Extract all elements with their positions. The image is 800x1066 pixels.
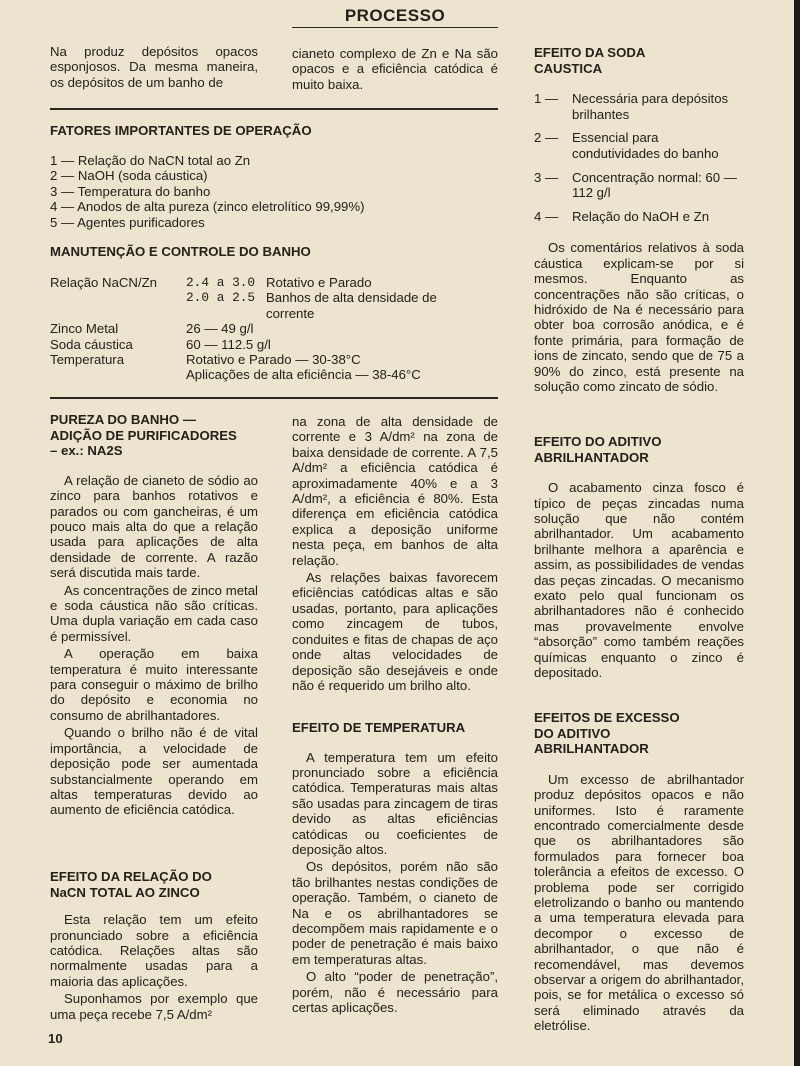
aditivo-paragraph: O acabamento cinza fosco é típico de peças zincadas numa solução que não contém abrilhantador. Um acabamento brilhante melhora a aparência e assim, as possibilidades de vendas das peças zincadas. O mecanismo exato pelo qual funcionam os abrilhantadores não é conhecido mas provavelmente envolve “absorção” como também reações químicas enquanto o zinco é depositado. — [534, 480, 744, 681]
top-paragraph-right: cianeto complexo de Zn e Na são opacos e a eficiência catódica é muito baixa. — [292, 46, 498, 92]
table-cell-desc: Banhos de alta densidade de corrente — [266, 290, 437, 321]
soda-item-number: 2 — — [534, 130, 559, 146]
relacao-heading-line: EFEITO DA RELAÇÃO DO — [50, 869, 212, 884]
table-cell-label — [50, 367, 186, 382]
fatores-item: 5 — Agentes purificadores — [50, 214, 205, 230]
soda-item — [534, 209, 744, 225]
page-number: 10 — [48, 1031, 63, 1046]
table-cell-label: Zinco Metal — [50, 321, 119, 337]
pureza-paragraph: A operação em baixa temperatura é muito interessante para conseguir o máximo de brilho do depósito e economia no consumo de abrilhantadores. — [50, 646, 258, 723]
scan-edge — [794, 0, 800, 1066]
excesso-heading-line: EFEITOS DE EXCESSO — [534, 710, 680, 725]
aditivo-heading-line: ABRILHANTADOR — [534, 449, 649, 465]
table-cell-range: 2.0 a 2.5 — [186, 290, 256, 306]
fatores-item: 1 — Relação do NaCN total ao Zn — [50, 153, 251, 168]
temperatura-paragraph: A temperatura tem um efeito pronunciado sobre a eficiência catódica. Temperaturas mais altas são usadas para zincagem de tiras devido as altas eficiências catódicas ou coeficientes de deposição altos. — [292, 749, 498, 858]
middle-paragraph: na zona de alta densidade de corrente e 3 A/dm² na zona de baixa densidade de corrente. A 7,5 A/dm² a eficiência catódica é aproximadamente 40% e a 3 A/dm², a eficiência é 80%. Esta diferença em eficiência catódica explica a deposição uniforme nesta peça, em banhos de alta relação. — [292, 414, 498, 568]
temperatura-heading: EFEITO DE TEMPERATURA — [292, 720, 466, 735]
excesso-heading-line: DO ADITIVO — [534, 725, 611, 741]
section-divider — [50, 108, 498, 110]
table-cell-range: 60 — 112.5 g/l — [186, 336, 271, 352]
soda-item-number: 1 — — [534, 91, 559, 107]
relacao-heading-line: NaCN TOTAL AO ZINCO — [50, 884, 200, 900]
relacao-section — [50, 869, 258, 1022]
pureza-paragraph: A relação de cianeto de sódio ao zinco para banhos rotativos e parados ou com gancheiras, é um pouco mais alta do que a relação usada para aplicações de alta densidade de corrente. A razão será discutida mais tarde. — [50, 472, 258, 581]
fatores-item: 3 — Temperatura do banho — [50, 183, 211, 199]
soda-item — [534, 130, 744, 161]
table-row — [50, 290, 470, 321]
aditivo-heading-line: EFEITO DO ADITIVO — [534, 434, 662, 449]
soda-item-number: 3 — — [534, 169, 559, 185]
temperatura-paragraph: Os depósitos, porém não são tão brilhantes nestas condições de operação. Também, o cianeto de Na e os abrilhantadores se decompõem mais rapidamente e o poder de penetração é mais baixo em temperaturas altas. — [292, 859, 498, 967]
table-cell-range: Rotativo e Parado — 30-38°C — [186, 352, 361, 368]
pureza-heading-line: – ex.: NA2S — [50, 443, 123, 459]
soda-item-text: Concentração normal: 60 — 112 g/l — [572, 169, 737, 201]
soda-item-text: Necessária para depósitos brilhantes — [572, 91, 729, 122]
table-cell-label — [50, 290, 186, 321]
pureza-paragraph: As concentrações de zinco metal e soda cáustica não são críticas. Uma dupla variação em cada caso é permissível. — [50, 582, 258, 644]
pureza-heading-line: PUREZA DO BANHO — — [50, 412, 197, 427]
fatores-heading: FATORES IMPORTANTES DE OPERAÇÃO — [50, 123, 312, 138]
soda-section — [534, 45, 744, 394]
manutencao-heading: MANUTENÇÃO E CONTROLE DO BANHO — [50, 244, 311, 259]
table-cell-range: 26 — 49 g/l — [186, 321, 254, 337]
table-cell-label: Relação NaCN/Zn — [50, 275, 158, 290]
soda-item-number: 4 — — [534, 208, 559, 224]
table-row — [50, 352, 470, 367]
relacao-paragraph: Suponhamos por exemplo que uma peça recebe 7,5 A/dm² — [50, 991, 258, 1022]
relacao-paragraph: Esta relação tem um efeito pronunciado sobre a eficiência catódica. Relações altas são normalmente usadas para a maioria das aplicações. — [50, 912, 258, 989]
page-header-title: PROCESSO — [292, 6, 498, 28]
fatores-list — [50, 153, 498, 230]
table-cell-range: 2.4 a 3.0 — [186, 275, 256, 290]
table-cell-label: Soda cáustica — [50, 336, 133, 352]
soda-paragraph: Os comentários relativos à soda cáustica explicam-se por si mesmos. Enquanto as concentrações não são críticas, o hidróxido de Na é necessário para obter boa corrosão anódica, e é fonte primária, para formação de ions de zincato, sendo que de 75 a 90% do zinco, está presente na solução como zincato de sódio. — [534, 240, 744, 394]
manutencao-table — [50, 275, 470, 383]
soda-heading-line: EFEITO DA SODA — [534, 45, 646, 60]
table-row — [50, 275, 470, 290]
table-cell-label: Temperatura — [50, 352, 125, 368]
fatores-item: 4 — Anodos de alta pureza (zinco eletrolítico 99,99%) — [50, 199, 365, 215]
table-row — [50, 367, 470, 382]
middle-paragraph: As relações baixas favorecem eficiências catódicas altas e são usadas, portanto, para aplicações como zincagem de tubos, conduites e fitas de chapas de aço onde altas velocidades de deposição são desejáveis e onde não é requerido um brilho alto. — [292, 570, 498, 693]
pureza-heading-line: ADIÇÃO DE PURIFICADORES — [50, 427, 237, 443]
table-row — [50, 321, 470, 336]
table-row — [50, 337, 470, 352]
soda-item — [534, 170, 744, 201]
soda-heading-line: CAUSTICA — [534, 60, 603, 76]
aditivo-section — [534, 434, 744, 680]
soda-item-text: Essencial para condutividades do banho — [572, 130, 719, 161]
soda-item-text: Relação do NaOH e Zn — [572, 208, 710, 224]
excesso-paragraph: Um excesso de abrilhantador produz depósitos opacos e não uniformes. Isto é raramente encontrado comercialmente desde que os abrilhantadores são formulados para fornecer boa tolerância a efeitos de excesso. O problema pode ser corrigido eletrolizando o banho ou mantendo a uma temperatura elevada para decompor o excesso de abrilhantador, o que não é recomendável, mas devemos observar a origem do abrilhantador, pois, se for metálica o excesso só será eliminado através da eletrólise. — [534, 771, 744, 1034]
middle-column — [292, 414, 498, 693]
temperatura-paragraph: O alto “poder de penetração”, porém, não é necessário para certas aplicações. — [292, 969, 498, 1016]
top-paragraph-left: Na produz depósitos opacos esponjosos. Da mesma maneira, os depósitos de um banho de — [50, 44, 258, 90]
pureza-section — [50, 412, 258, 818]
soda-item — [534, 91, 744, 122]
pureza-paragraph: Quando o brilho não é de vital importância, a velocidade de deposição pode ser aumentada substancialmente operando em altas temperaturas devido ao aumento de eficiência catódica. — [50, 725, 258, 818]
table-cell-range: Aplicações de alta eficiência — 38-46°C — [186, 367, 421, 383]
temperatura-section — [292, 720, 498, 1016]
section-divider — [50, 397, 498, 399]
excesso-section — [534, 710, 744, 1034]
table-cell-desc: Rotativo e Parado — [266, 275, 372, 290]
fatores-item: 2 — NaOH (soda cáustica) — [50, 168, 208, 184]
excesso-heading-line: ABRILHANTADOR — [534, 741, 649, 757]
